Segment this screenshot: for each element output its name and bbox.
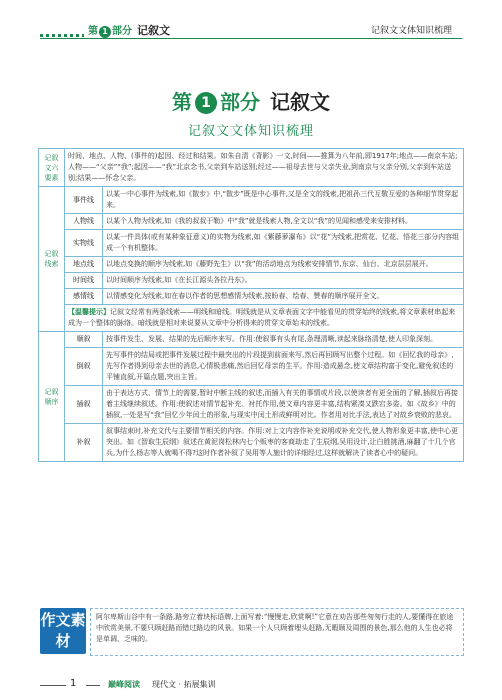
page-header [0,0,502,42]
clue-tip [65,305,464,332]
clue-text: 以某一中心事件为线索,如《散步》中,“散步”既是中心事件,又是全文的线索,把祖孙三代互敬互爱的各种细节贯穿起来。 [103,187,464,214]
footer-brand: 巅峰阅读 [108,680,140,689]
header-part-name: 记叙文 [137,24,170,37]
table-row [39,348,464,386]
section-subtitle: 记叙文文体知识梳理 [187,124,314,139]
clue-sub-label: 人物线 [65,214,103,230]
order-sub-label: 倒叙 [65,348,103,386]
table-row [39,257,464,273]
order-sub-label: 补叙 [65,424,103,462]
page-number: 1 [70,678,77,689]
order-text: 由于表达方式、情节上的需要,暂时中断主线的叙述,而插入有关的事情或片段,以使读者有更全面的了解,插叙后再接着主线继续叙述。作用:使叙述对情节起补充、衬托作用,使文章内容更丰富,结构紧凑又跌宕多姿。如《故乡》中的插叙,一处是写“我”回忆少年闰土的形象,与现实中闰土形成鲜明对比。作者用对比手法,表达了对故乡衰败的悲哀。 [103,386,464,424]
part-title-suffix: 部分 [220,90,260,114]
clue-text: 以时间顺序为线索,如《在长江源头各拉丹东》。 [103,273,464,289]
page-footer [0,676,502,696]
clue-sub-label: 时间线 [65,273,103,289]
table-row [39,230,464,257]
table-row [39,187,464,214]
clue-text: 以某个人物为线索,如《我的叔叔于勒》中“我”就是线索人物,全文以“我”的见闻和感受来安排材料。 [103,214,464,230]
order-text: 按事件发生、发展、结果的先后顺序来写。作用:使叙事有头有尾,条理清晰,读起来脉络清楚,使人印象深刻。 [103,332,464,348]
tip-label: 【温馨提示】 [68,308,110,316]
table-row [39,289,464,305]
clue-text: 以地点变换的顺序为线索,如《藤野先生》以“我”的活动地点为线索安排情节,东京、仙台、北京层层展开。 [103,257,464,273]
header-part-label [88,22,170,38]
table-row [39,149,464,187]
table-row [39,305,464,332]
order-text: 先写事件的结局或把事件发展过程中最突出的片段提到前面来写,然后再回顾写出整个过程。如《回忆我的母亲》,先写作者得到母亲去世的消息,心情极悲痛,然后回忆母亲的生平。作用:造成悬念,使文章结构富于变化,避免叙述的平铺直叙,开篇点题,突出主旨。 [103,348,464,386]
header-decoration [40,34,84,37]
knowledge-table [38,148,464,462]
part-title-prefix: 第 [172,90,192,114]
table-row [39,332,464,348]
category-six-elements: 记叙文六要素 [39,149,65,187]
category-clue: 记叙线索 [39,187,65,332]
category-order: 记叙顺序 [39,332,65,462]
order-sub-label: 顺叙 [65,332,103,348]
clue-text: 以某一件具体(或有某种象征意义)的实物为线索,如《紫藤萝瀑布》以“花”为线索,把赏花、忆花、悟花三部分内容组成一个有机整体。 [103,230,464,257]
footer-series: 现代文 · 拓展集训 [152,680,216,689]
header-part-number: 1 [99,26,111,38]
writing-material [40,608,464,660]
clue-sub-label: 事件线 [65,187,103,214]
footer-rule-left [40,685,66,686]
six-elements-text: 时间、地点、人物、(事件的)起因、经过和结果。如朱自清《背影》一文,时间——推算为八年前,即1917年;地点——南京车站;人物——“父亲”“我”;起因——“我”北京念书,父亲到车站送别;经过——祖母去世与父亲失业,到南京与父亲分别,父亲到车站送别;结果——怀念父亲。 [65,149,464,187]
clue-text: 以情感变化为线索,如在春以作者的思想感情为线索,按盼春、绘春、赞春的顺序展开全文。 [103,289,464,305]
material-text: 阿尔卑斯山谷中有一条路,路旁立着块标语牌,上面写着:“慢慢走,欣赏啊!”它意在劝告那些匆匆行走的人,要懂得在旅途中欣赏美景,不要只顾赶路而错过路边的风景。如果一个人只顾着埋头赶路,无暇顾及周围的景色,那么他的人生也必将是单调、乏味的。 [90,608,464,656]
table-row [39,214,464,230]
part-title-name: 记叙文 [270,90,330,114]
header-divider [40,38,462,39]
header-right-title: 记叙文文体知识梳理 [370,26,452,36]
table-row [39,273,464,289]
part-title-number: 1 [195,92,217,114]
footer-rule-right [86,685,100,686]
header-part-prefix: 第 [88,26,98,37]
clue-sub-label: 地点线 [65,257,103,273]
part-title [0,86,502,115]
order-text: 叙事结束时,补充文代与主要情节相关的内容。作用:对上文内容作补充说明或补充交代,使人物形象更丰富,使中心更突出。如《智取生辰纲》叙述在黄泥岗松林内七个贩枣的客商劫走了生辰纲,吴用设计,让白胜挑酒,麻翻了十几个官兵,为什么杨志等人就喝不得?这时作者补叙了吴用等人施计的详细经过,这样就解决了读者心中的疑问。 [103,424,464,462]
order-sub-label: 插叙 [65,386,103,424]
table-row [39,386,464,424]
material-badge: 作文素材 [40,608,86,654]
tip-text: 记叙文经常有两条线索——明线和暗线。明线就是从文章表面文字中能看见的贯穿始终的线索,将文章素材串起来成为一个整体的脉络。暗线就是相对来说要从文章中分析得来的贯穿文章始末的线索。 [68,308,456,327]
header-part-suffix: 部分 [112,26,132,37]
clue-sub-label: 感情线 [65,289,103,305]
clue-sub-label: 实物线 [65,230,103,257]
table-row [39,424,464,462]
